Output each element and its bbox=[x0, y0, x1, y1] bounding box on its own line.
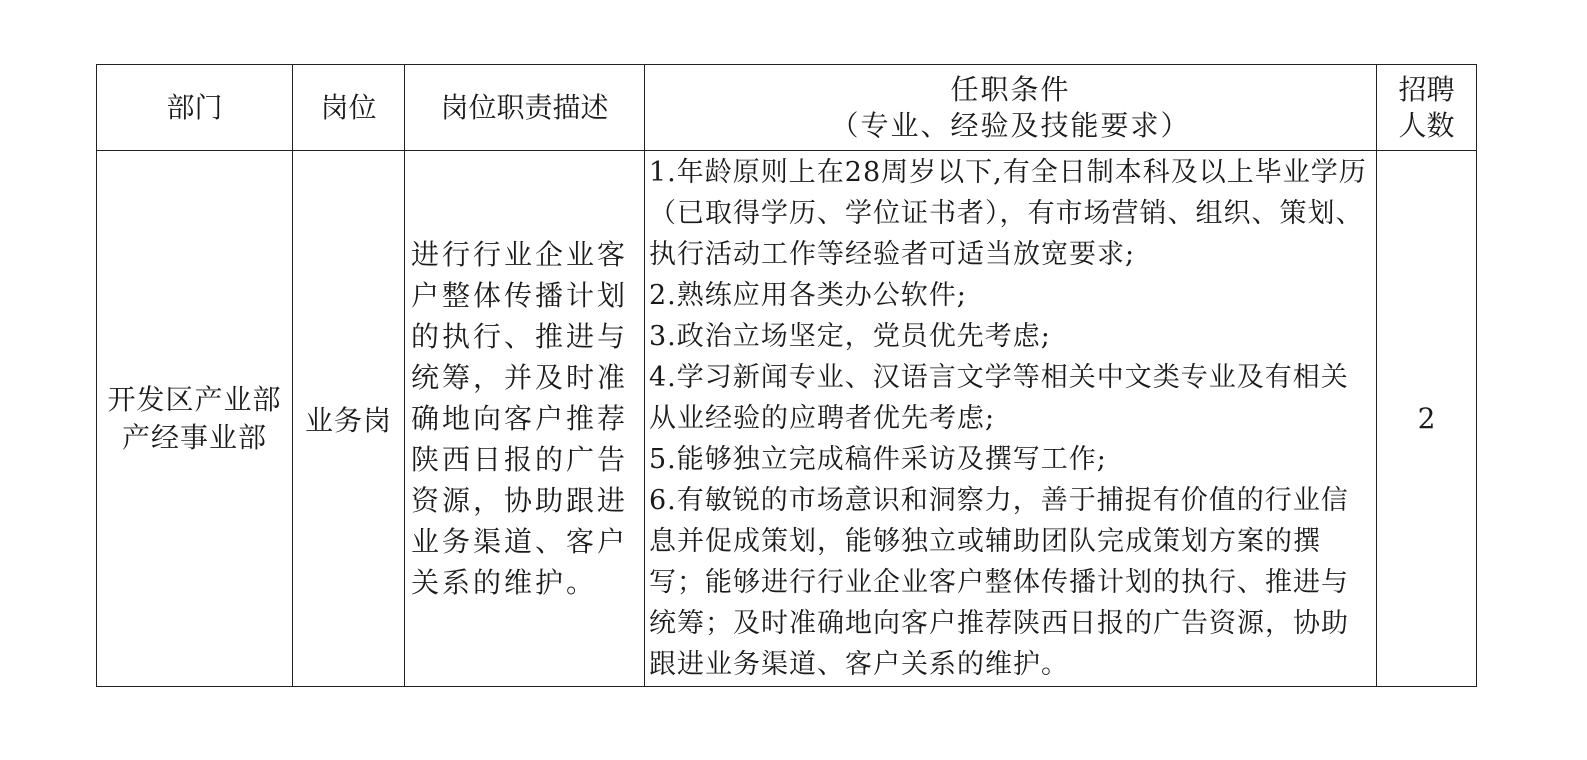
header-headcount-line1: 招聘 bbox=[1398, 72, 1455, 106]
requirement-item: 2.熟练应用各类办公软件; bbox=[649, 280, 967, 311]
position-cell: 业务岗 bbox=[293, 151, 405, 687]
header-headcount bbox=[1377, 65, 1477, 151]
recruitment-table bbox=[96, 64, 1477, 687]
requirement-item: 5.能够独立完成稿件采访及撰写工作; bbox=[649, 444, 1107, 475]
header-requirements-title: 任职条件 bbox=[950, 72, 1071, 106]
department-cell bbox=[97, 151, 293, 687]
header-headcount-line2: 人数 bbox=[1398, 108, 1455, 142]
requirement-item: 4.学习新闻专业、汉语言文学等相关中文类专业及有相关从业经验的应聘者优先考虑; bbox=[649, 362, 1349, 434]
header-requirements bbox=[645, 65, 1377, 151]
header-row bbox=[97, 65, 1477, 151]
headcount-cell: 2 bbox=[1377, 151, 1477, 687]
header-duty: 岗位职责描述 bbox=[405, 65, 645, 151]
requirement-item: 1.年龄原则上在28周岁以下,有全日制本科及以上毕业学历（已取得学历、学位证书者），有市场营销、组织、策划、执行活动工作等经验者可适当放宽要求; bbox=[649, 157, 1367, 270]
header-position: 岗位 bbox=[293, 65, 405, 151]
table-row bbox=[97, 151, 1477, 687]
header-requirements-subtitle: （专业、经验及技能要求） bbox=[830, 108, 1191, 142]
header-department: 部门 bbox=[97, 65, 293, 151]
requirement-item: 6.有敏锐的市场意识和洞察力，善于捕捉有价值的行业信息并促成策划，能够独立或辅助团队完成策划方案的撰写；能够进行行业企业客户整体传播计划的执行、推进与统筹；及时准确地向客户推荐陕西日报的广告资源，协助跟进业务渠道、客户关系的维护。 bbox=[649, 485, 1349, 680]
requirements-cell bbox=[645, 151, 1377, 687]
department-line: 产经事业部 bbox=[121, 420, 267, 454]
department-line: 开发区产业部 bbox=[107, 382, 282, 416]
requirement-item: 3.政治立场坚定，党员优先考虑; bbox=[649, 321, 1051, 352]
duty-cell: 进行行业企业客户整体传播计划的执行、推进与统筹，并及时准确地向客户推荐陕西日报的广告资源，协助跟进业务渠道、客户关系的维护。 bbox=[405, 151, 645, 687]
